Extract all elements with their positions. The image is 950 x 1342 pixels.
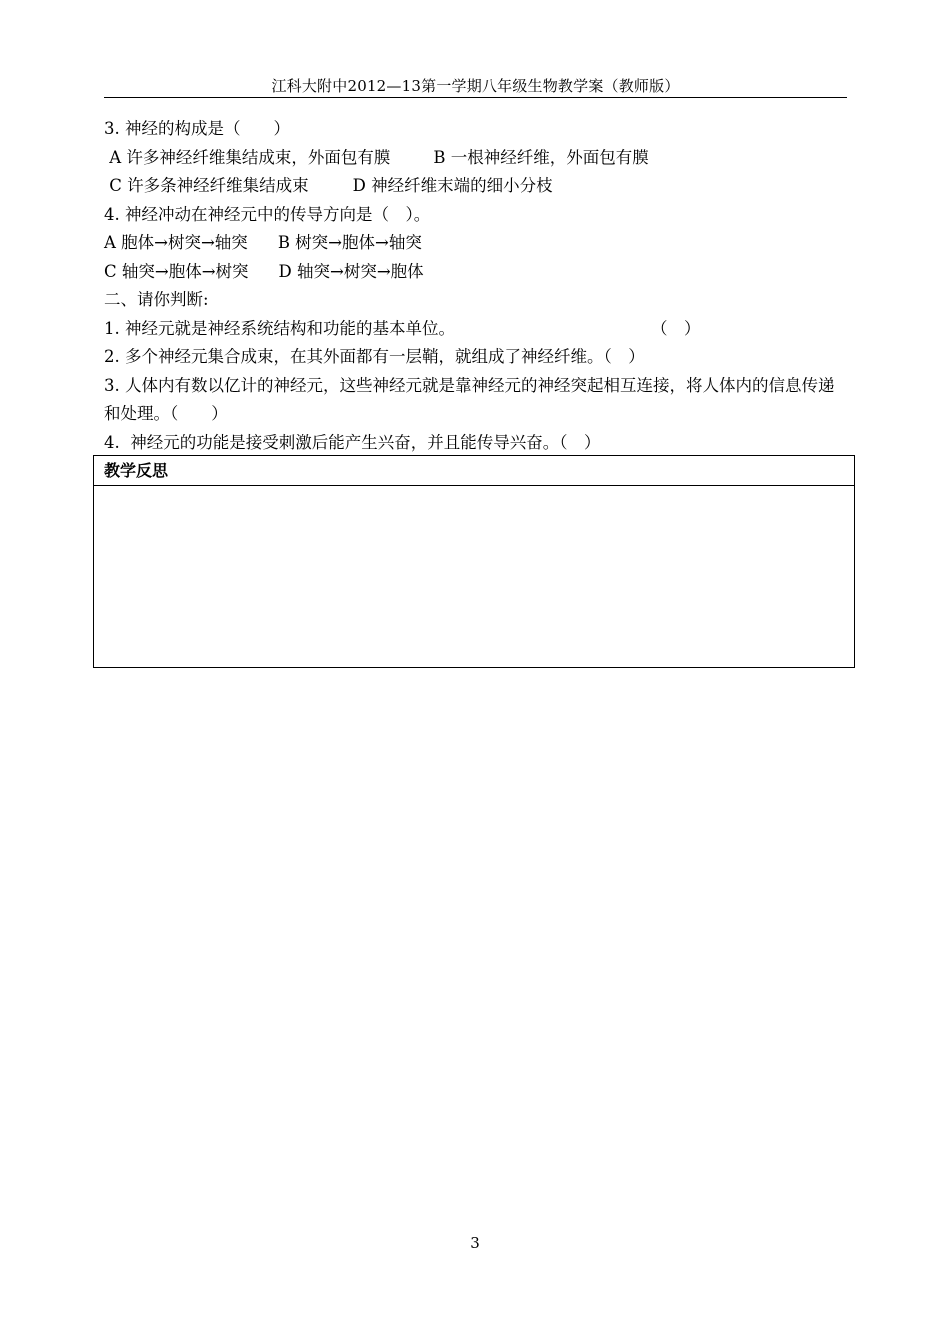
page-header: 江科大附中2012—13第一学期八年级生物教学案（教师版） [271,77,680,95]
document-body [104,115,850,457]
question-3-options-ab [104,144,850,173]
teaching-reflection-title: 教学反思 [94,456,854,486]
question-3-stem: 3. 神经的构成是（ ） [104,119,290,138]
teaching-reflection-table [93,455,855,668]
question-4-stem: 4. 神经冲动在神经元中的传导方向是（ ）。 [104,204,431,224]
question-3-option-b: B 一根神经纤维，外面包有膜 [433,147,649,167]
question-3-option-d: D 神经纤维末端的细小分枝 [352,176,553,195]
judgement-item-1-text: 1. 神经元就是神经系统结构和功能的基本单位。 [104,318,455,338]
page-number: 3 [470,1234,480,1252]
question-4-option-d: D 轴突→树突→胞体 [278,261,424,281]
judgement-item-2: 2. 多个神经元集合成束，在其外面都有一层鞘，就组成了神经纤维。（ ） [104,347,645,366]
question-4-option-a: A 胞体→树突→轴突 [104,233,248,252]
question-4-options-cd [104,258,850,287]
question-3-option-a: A 许多神经纤维集结成束，外面包有膜 [104,147,391,167]
judgement-item-1-bracket: （ ） [651,318,701,338]
question-3-options-cd [104,172,850,201]
question-4-option-c: C 轴突→胞体→树突 [104,261,249,281]
question-4-option-b: B 树突→胞体→轴突 [277,233,422,252]
judgement-item-1 [104,315,850,344]
judgement-item-3: 3. 人体内有数以亿计的神经元，这些神经元就是靠神经元的神经突起相互连接，将人体内的信息传递和处理。（ ） [104,375,835,423]
question-3-option-c: C 许多条神经纤维集结成束 [104,176,309,195]
judgement-item-4: 4. 神经元的功能是接受刺激后能产生兴奋，并且能传导兴奋。（ ） [104,432,601,452]
header-rule [104,97,847,98]
teaching-reflection-body[interactable] [94,486,854,667]
judgement-heading: 二、请你判断: [104,290,209,309]
question-4-options-ab [104,229,850,258]
